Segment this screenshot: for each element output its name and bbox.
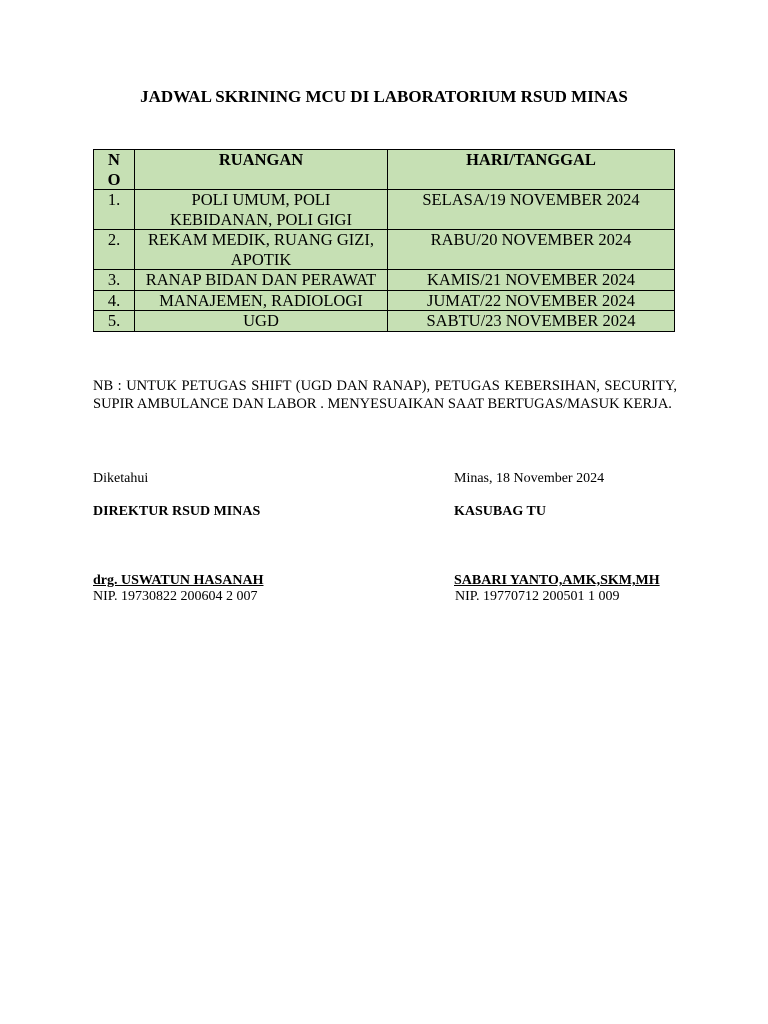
- table-row: [94, 190, 675, 230]
- table-row: [94, 230, 675, 270]
- acknowledged-label: Diketahui: [93, 471, 149, 486]
- row-date: RABU/20 NOVEMBER 2024: [388, 230, 675, 270]
- row-room: MANAJEMEN, RADIOLOGI: [135, 290, 388, 311]
- row-no: 4.: [94, 290, 135, 311]
- schedule-table: [93, 149, 675, 332]
- row-date: JUMAT/22 NOVEMBER 2024: [388, 290, 675, 311]
- left-signer-nip: NIP. 19730822 200604 2 007: [93, 589, 258, 604]
- right-signer-nip: NIP. 19770712 200501 1 009: [455, 589, 620, 604]
- place-date: Minas, 18 November 2024: [454, 471, 605, 486]
- header-date: HARI/TANGGAL: [388, 150, 675, 190]
- right-signer-name: SABARI YANTO,AMK,SKM,MH: [454, 573, 660, 588]
- right-signer-position: KASUBAG TU: [454, 504, 546, 519]
- row-date: SABTU/23 NOVEMBER 2024: [388, 311, 675, 332]
- table-row: [94, 311, 675, 332]
- row-date: SELASA/19 NOVEMBER 2024: [388, 190, 675, 230]
- row-no: 1.: [94, 190, 135, 230]
- row-date: KAMIS/21 NOVEMBER 2024: [388, 270, 675, 291]
- table-row: [94, 270, 675, 291]
- row-no: 5.: [94, 311, 135, 332]
- note-paragraph: NB : UNTUK PETUGAS SHIFT (UGD DAN RANAP), PETUGAS KEBERSIHAN, SECURITY, SUPIR AMBULANCE DAN LABOR . MENYESUAIKAN SAAT BERTUGAS/MASUK KERJA.: [93, 378, 677, 412]
- row-room: REKAM MEDIK, RUANG GIZI, APOTIK: [135, 230, 388, 270]
- table-row: [94, 290, 675, 311]
- left-signer-name: drg. USWATUN HASANAH: [93, 573, 264, 588]
- row-no: 2.: [94, 230, 135, 270]
- row-room: POLI UMUM, POLI KEBIDANAN, POLI GIGI: [135, 190, 388, 230]
- row-room: RANAP BIDAN DAN PERAWAT: [135, 270, 388, 291]
- row-room: UGD: [135, 311, 388, 332]
- document-title: JADWAL SKRINING MCU DI LABORATORIUM RSUD MINAS: [140, 87, 628, 106]
- header-no: NO: [94, 150, 135, 190]
- row-no: 3.: [94, 270, 135, 291]
- header-room: RUANGAN: [135, 150, 388, 190]
- table-header-row: [94, 150, 675, 190]
- left-signer-position: DIREKTUR RSUD MINAS: [93, 504, 261, 519]
